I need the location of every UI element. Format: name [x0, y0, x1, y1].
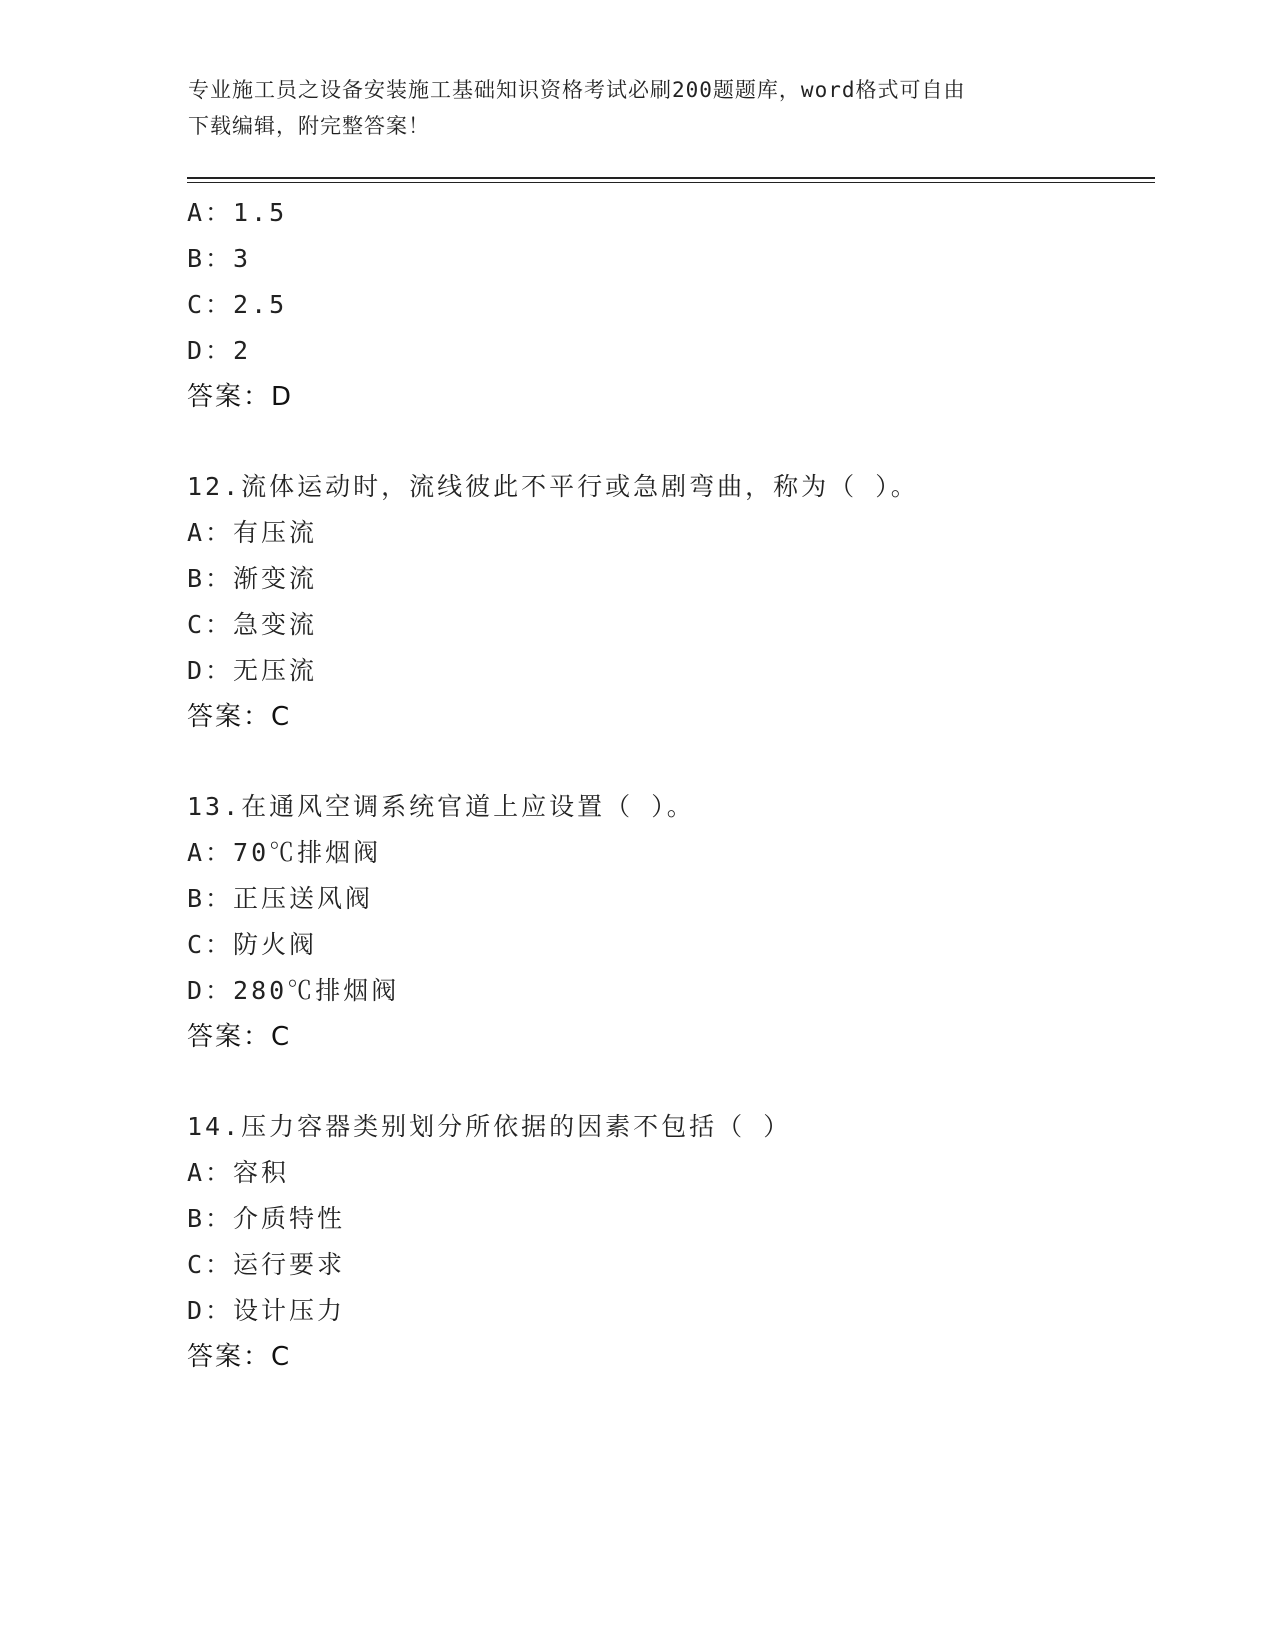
option-a: A：容积: [187, 1158, 290, 1187]
question-14: [187, 1104, 1147, 1380]
option-b: B：介质特性: [187, 1204, 346, 1233]
spacer: [187, 420, 1147, 464]
option-d: D：280℃排烟阀: [187, 976, 400, 1005]
option-a: A：70℃排烟阀: [187, 838, 382, 867]
answer-label: 答案：D: [187, 382, 294, 412]
option-d: D：2: [187, 336, 252, 365]
option-c: C：急变流: [187, 610, 318, 639]
option-a: A：有压流: [187, 518, 318, 547]
question-text: 13.在通风空调系统官道上应设置（ ）。: [187, 792, 695, 821]
header-divider-bottom: [187, 182, 1155, 183]
option-c: C：运行要求: [187, 1250, 346, 1279]
answer-label: 答案：C: [187, 702, 292, 732]
option-a: A：1.5: [187, 198, 288, 227]
header-title-line-1: 专业施工员之设备安装施工基础知识资格考试必刷200题题库，word格式可自由: [188, 78, 966, 102]
spacer: [187, 740, 1147, 784]
question-13: [187, 784, 1147, 1060]
header-divider-top: [187, 177, 1155, 179]
question-text: 14.压力容器类别划分所依据的因素不包括（ ）: [187, 1112, 792, 1141]
option-c: C：防火阀: [187, 930, 318, 959]
spacer: [187, 1060, 1147, 1104]
question-list: [187, 190, 1147, 1380]
option-d: D：设计压力: [187, 1296, 346, 1325]
question-11-continued: [187, 190, 1147, 420]
document-header: [188, 72, 1088, 144]
answer-label: 答案：C: [187, 1022, 292, 1052]
option-b: B：正压送风阀: [187, 884, 374, 913]
option-b: B：3: [187, 244, 252, 273]
question-12: [187, 464, 1147, 740]
header-title-line-2: 下载编辑，附完整答案！: [188, 114, 430, 138]
option-c: C：2.5: [187, 290, 288, 319]
option-d: D：无压流: [187, 656, 318, 685]
option-b: B：渐变流: [187, 564, 318, 593]
answer-label: 答案：C: [187, 1342, 292, 1372]
question-text: 12.流体运动时，流线彼此不平行或急剧弯曲，称为（ ）。: [187, 472, 919, 501]
